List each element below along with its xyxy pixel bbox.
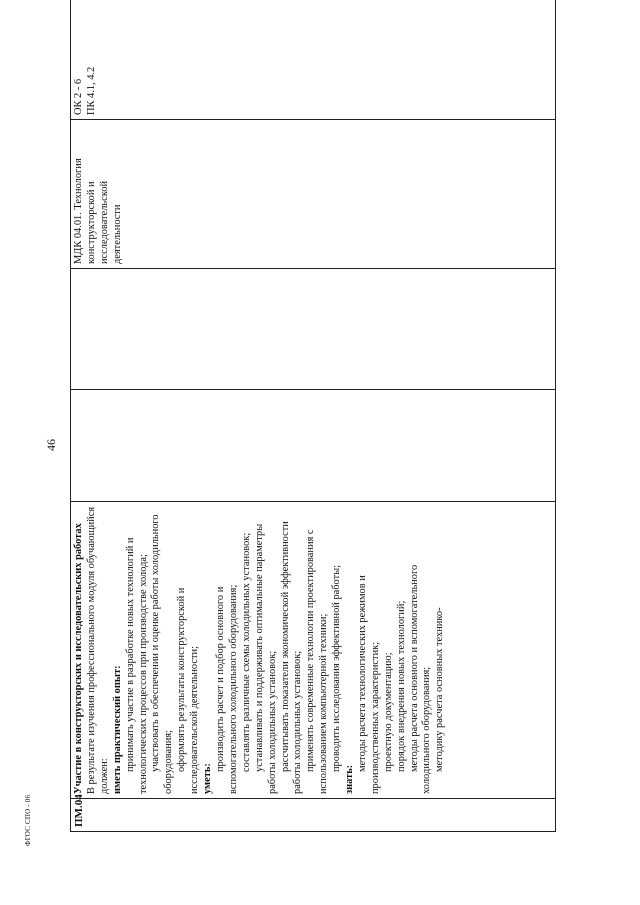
experience-item: оформлять результаты конструкторской и исследовательской деятельности; [176,587,201,794]
knowledge-label: знать: [344,764,356,794]
skill-item: рассчитывать показатели экономической эффективности работы холодильных установок; [279,521,304,794]
page-number: 46 [44,439,58,451]
competences-cell [71,0,556,120]
experience-item: принимать участие в разработке новых технологий и технологических процессов при производстве холода; [124,537,149,794]
module-title: Участие в конструкторских и исследовательских работах [73,523,84,794]
competence-general: ОК 2 - 6 [73,78,84,115]
skills-label: уметь: [202,763,214,794]
competence-professional: ПК 4.1, 4.2 [85,66,97,115]
knowledge-item: методику расчета основных технико- [434,607,446,772]
mdk-text: МДК 04.01. Технология конструкторской и исследовательской деятельности [73,158,123,264]
experience-item: участвовать в обеспечении и оценке работы холодильного оборудования; [150,514,175,794]
table-rotator [70,20,556,832]
skill-item: составлять различные схемы холодильных установок; [240,532,252,772]
experience-label: иметь практический опыт: [111,665,123,794]
knowledge-item: проектную документацию; [382,652,394,772]
empty-cell [71,390,556,502]
curriculum-table [70,0,556,832]
footer-mark: ФГОС СПО - 06 [24,794,32,846]
skill-item: производить расчет и подбор основного и вспомогательного холодильного оборудования; [214,584,239,794]
module-code-cell [71,794,556,832]
knowledge-item: порядок внедрения новых технологий; [395,600,407,772]
module-code: ПМ.04 [73,794,85,827]
table-row [71,0,556,832]
skill-item: применять современные технологии проектирования с использованием компьютерной техники; [305,529,330,794]
skill-item: проводить исследования эффективной работы; [331,564,343,772]
skill-item: устанавливать и поддерживать оптимальные параметры работы холодильных установок; [253,523,278,794]
module-description-cell [71,502,556,799]
mdk-cell [71,120,556,269]
empty-cell [71,269,556,390]
module-intro: В результате изучения профессионального модуля обучающийся должен: [85,506,110,794]
knowledge-item: методы расчета основного и вспомогательного холодильного оборудования; [408,564,433,794]
knowledge-item: методы расчета технологических режимов и производственных характеристик; [356,575,381,794]
